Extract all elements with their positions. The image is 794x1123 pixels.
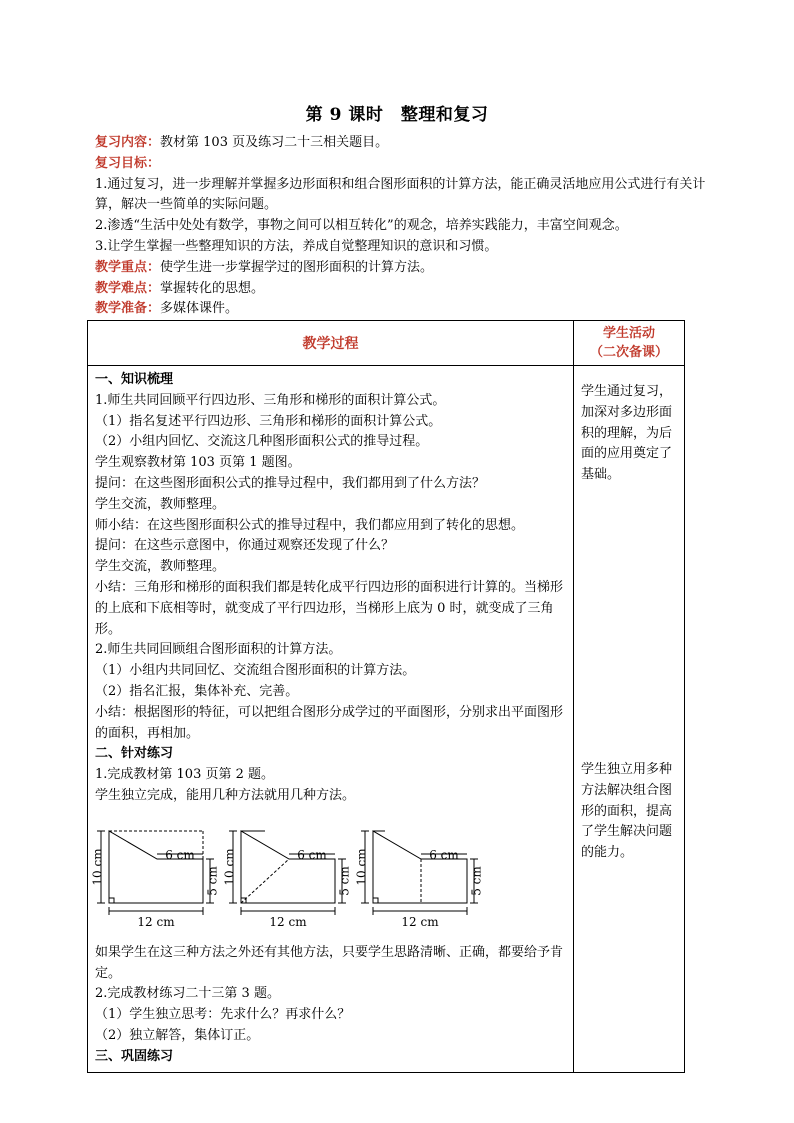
process-line: 学生观察教材第 103 页第 1 题图。 bbox=[95, 455, 301, 471]
side-note-1: 学生通过复习，加深对多边形面积的理解，为后面的应用奠定了基础。 bbox=[581, 384, 673, 483]
lesson-intro bbox=[95, 133, 715, 320]
process-line: 1.师生共同回顾平行四边形、三角形和梯形的面积计算公式。 bbox=[95, 392, 446, 408]
review-goals-label: 复习目标： bbox=[95, 155, 161, 171]
fig2-right-label: 5 cm bbox=[337, 865, 352, 896]
review-content-text: 教材第 103 页及练习二十三相关题目。 bbox=[160, 135, 389, 150]
process-line: （1）学生独立思考：先求什么？再求什么？ bbox=[95, 1007, 351, 1023]
process-line: （1）指名复述平行四边形、三角形和梯形的面积计算公式。 bbox=[95, 413, 442, 429]
composite-figure-1 bbox=[97, 831, 214, 915]
section-heading: 一、知识梳理 bbox=[95, 372, 174, 387]
section-heading: 三、巩固练习 bbox=[95, 1048, 174, 1064]
header-activity-line2: （二次备课） bbox=[589, 345, 668, 360]
teaching-difficulty bbox=[95, 279, 715, 300]
process-line: 提问：在这些图形面积公式的推导过程中，我们都用到了什么方法？ bbox=[95, 475, 486, 491]
lesson-table bbox=[87, 320, 685, 1073]
fig3-height-label: 10 cm bbox=[354, 848, 369, 886]
composite-figures bbox=[90, 829, 567, 935]
header-student-activity bbox=[574, 321, 685, 366]
process-line: 小结：根据图形的特征，可以把组合图形分成学过的平面图形，分别求出平面图形的面积，再相加。 bbox=[95, 704, 564, 741]
process-line: （2）小组内回忆、交流这几种图形面积公式的推导过程。 bbox=[95, 434, 429, 450]
header-teaching-process: 教学过程 bbox=[88, 321, 574, 366]
composite-figure-2 bbox=[229, 831, 346, 915]
review-goals-heading bbox=[95, 154, 715, 175]
fig3-right-label: 5 cm bbox=[469, 865, 484, 896]
review-goal-1: 1.通过复习，进一步理解并掌握多边形面积和组合图形面积的计算方法，能正确灵活地应用公式进行有关计算，解决一些简单的实际问题。 bbox=[95, 176, 706, 213]
page-title: 第 9 课时 整理和复习 bbox=[305, 105, 489, 125]
header-activity-line1: 学生活动 bbox=[602, 326, 655, 341]
process-line: （2）独立解答，集体订正。 bbox=[95, 1027, 260, 1043]
fig1-height-label: 10 cm bbox=[90, 848, 105, 886]
review-goal-2: 2.渗透“生活中处处有数学，事物之间可以相互转化”的观念，培养实践能力，丰富空间观念。 bbox=[95, 218, 628, 234]
process-line: 1.完成教材第 103 页第 2 题。 bbox=[95, 767, 275, 783]
teaching-key bbox=[95, 258, 715, 279]
fig3-bottom-label: 12 cm bbox=[401, 914, 439, 929]
process-line: 小结：三角形和梯形的面积我们都是转化成平行四边形的面积进行计算的。当梯形的上底和下底相等时，就变成了平行四边形，当梯形上底为 0 时，就变成了三角形。 bbox=[95, 579, 564, 637]
composite-figures-svg bbox=[90, 829, 495, 935]
fig1-right-label: 5 cm bbox=[205, 865, 220, 896]
side-note-2: 学生独立用多种方法解决组合图形的面积，提高了学生解决问题的能力。 bbox=[581, 761, 673, 861]
process-line: 如果学生在这三种方法之外还有其他方法，只要学生思路清晰、正确，都要给予肯定。 bbox=[95, 944, 564, 981]
section-heading: 二、针对练习 bbox=[95, 746, 174, 762]
process-line: 2.师生共同回顾组合图形面积的计算方法。 bbox=[95, 642, 342, 658]
process-line: 学生独立完成，能用几种方法就用几种方法。 bbox=[95, 787, 356, 803]
teaching-prep-text: 多媒体课件。 bbox=[160, 301, 239, 317]
fig2-top-label: 6 cm bbox=[297, 847, 327, 862]
process-line: 2.完成教材练习二十三第 3 题。 bbox=[95, 986, 280, 1002]
table-header-row bbox=[88, 321, 685, 366]
fig1-bottom-label: 12 cm bbox=[137, 914, 175, 929]
fig3-top-label: 6 cm bbox=[429, 847, 459, 862]
teaching-prep-label: 教学准备： bbox=[95, 301, 161, 317]
fig1-top-label: 6 cm bbox=[165, 847, 195, 862]
process-line: 学生交流，教师整理。 bbox=[95, 496, 226, 512]
teaching-key-label: 教学重点： bbox=[95, 259, 161, 275]
process-line: （2）指名汇报，集体补充、完善。 bbox=[95, 683, 299, 699]
fig2-height-label: 10 cm bbox=[222, 848, 237, 886]
process-content bbox=[88, 366, 574, 1073]
teaching-key-text: 使学生进一步掌握学过的图形面积的计算方法。 bbox=[160, 259, 434, 275]
process-line: 提问：在这些示意图中，你通过观察还发现了什么？ bbox=[95, 538, 395, 554]
fig2-bottom-label: 12 cm bbox=[269, 914, 307, 929]
composite-figure-3 bbox=[361, 831, 478, 915]
process-line: （1）小组内共同回忆、交流组合图形面积的计算方法。 bbox=[95, 663, 416, 679]
process-line: 师小结：在这些图形面积公式的推导过程中，我们都应用到了转化的思想。 bbox=[95, 517, 525, 533]
review-content-label: 复习内容： bbox=[95, 135, 161, 150]
teaching-prep bbox=[95, 299, 715, 320]
table-body-row bbox=[88, 366, 685, 1073]
teaching-difficulty-text: 掌握转化的思想。 bbox=[160, 280, 265, 296]
review-content bbox=[95, 133, 715, 154]
process-line: 学生交流，教师整理。 bbox=[95, 559, 226, 575]
teaching-difficulty-label: 教学难点： bbox=[95, 280, 161, 296]
student-activity-notes bbox=[574, 366, 685, 1073]
review-goal-3: 3.让学生掌握一些整理知识的方法，养成自觉整理知识的意识和习惯。 bbox=[95, 238, 498, 254]
